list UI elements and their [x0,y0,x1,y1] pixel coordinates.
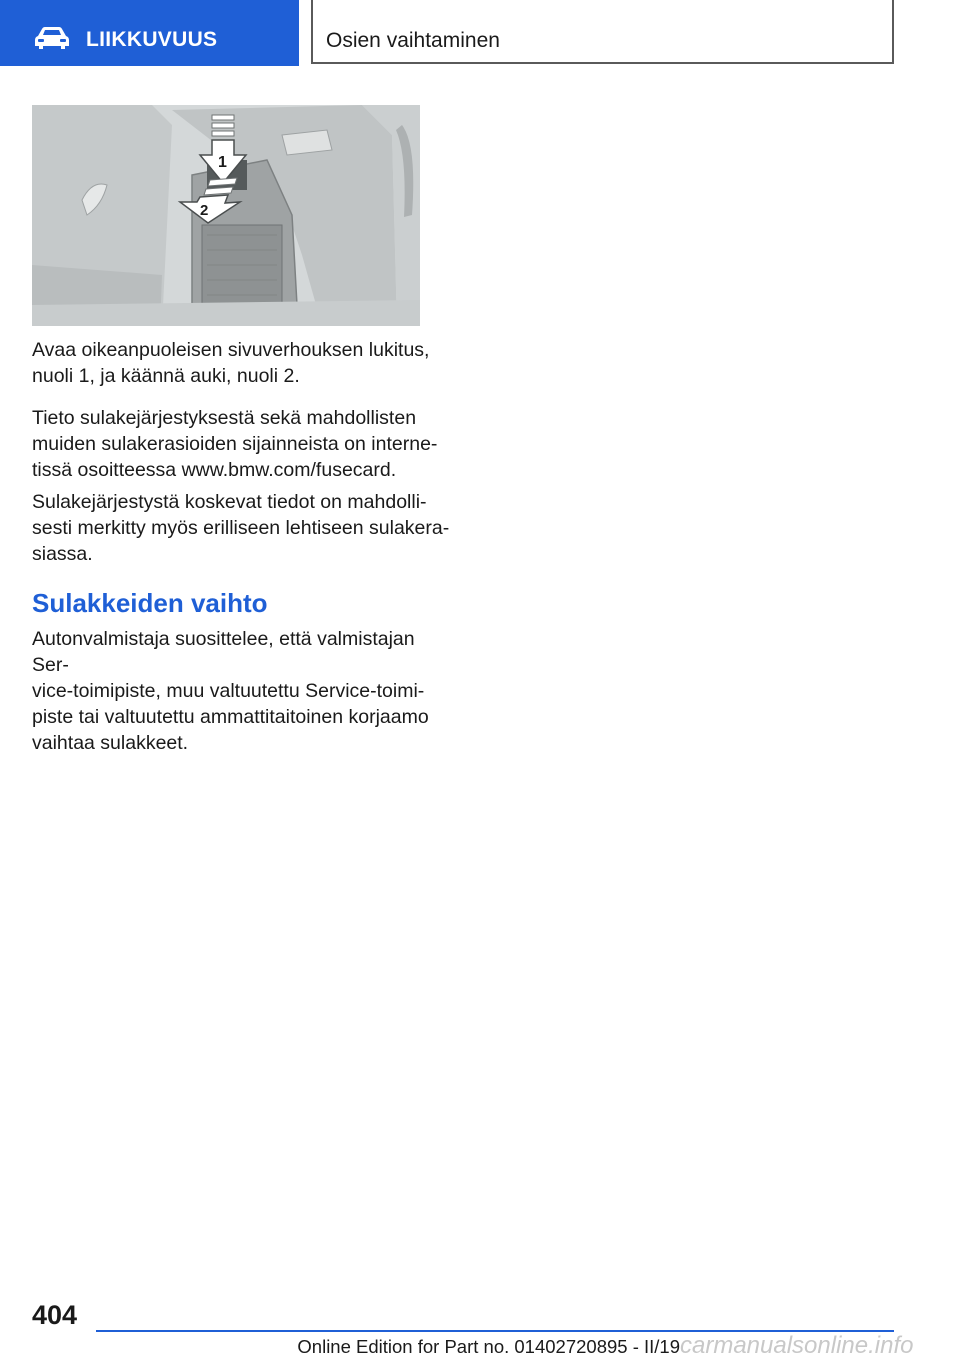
chapter-tab[interactable] [0,0,299,66]
car-icon [34,26,70,50]
fuse-replacement-text: Autonvalmistaja suosittelee, että valmistajan Ser- vice-toimipiste, muu valtuutettu Service-toimi- piste tai valtuutettu ammattitaitoinen korjaamo vaihtaa sulakkeet. [32,628,429,754]
section-header [311,0,894,64]
arrow-1-label: 1 [218,154,227,171]
instruction-paragraph [32,337,452,389]
fuse-leaflet-text: Sulakejärjestystä koskevat tiedot on mahdolli- sesti merkitty myös erilliseen lehtiseen sulakera- siassa. [32,491,450,565]
chapter-label: LIIKKUVUUS [86,28,218,51]
instruction-text: Avaa oikeanpuoleisen sivuverhouksen lukitus, nuoli 1, ja käännä auki, nuoli 2. [32,339,430,387]
watermark: carmanualsonline.info [680,1332,914,1359]
page-number: 404 [32,1300,78,1330]
trunk-side-panel-illustration [32,105,420,326]
section-title: Osien vaihtaminen [326,29,500,52]
fuse-info-text: Tieto sulakejärjestyksestä sekä mahdollisten muiden sulakerasioiden sijainneista on interne- tissä osoitteessa www.bmw.com/fusecard. [32,407,438,481]
section-subheading: Sulakkeiden vaihto [32,588,268,618]
fuse-info-paragraph [32,405,452,483]
fuse-replacement-paragraph [32,626,452,756]
fuse-leaflet-paragraph [32,489,452,567]
arrow-2-label: 2 [200,202,209,219]
edition-text: Online Edition for Part no. 01402720895 - II/19 [297,1336,680,1357]
